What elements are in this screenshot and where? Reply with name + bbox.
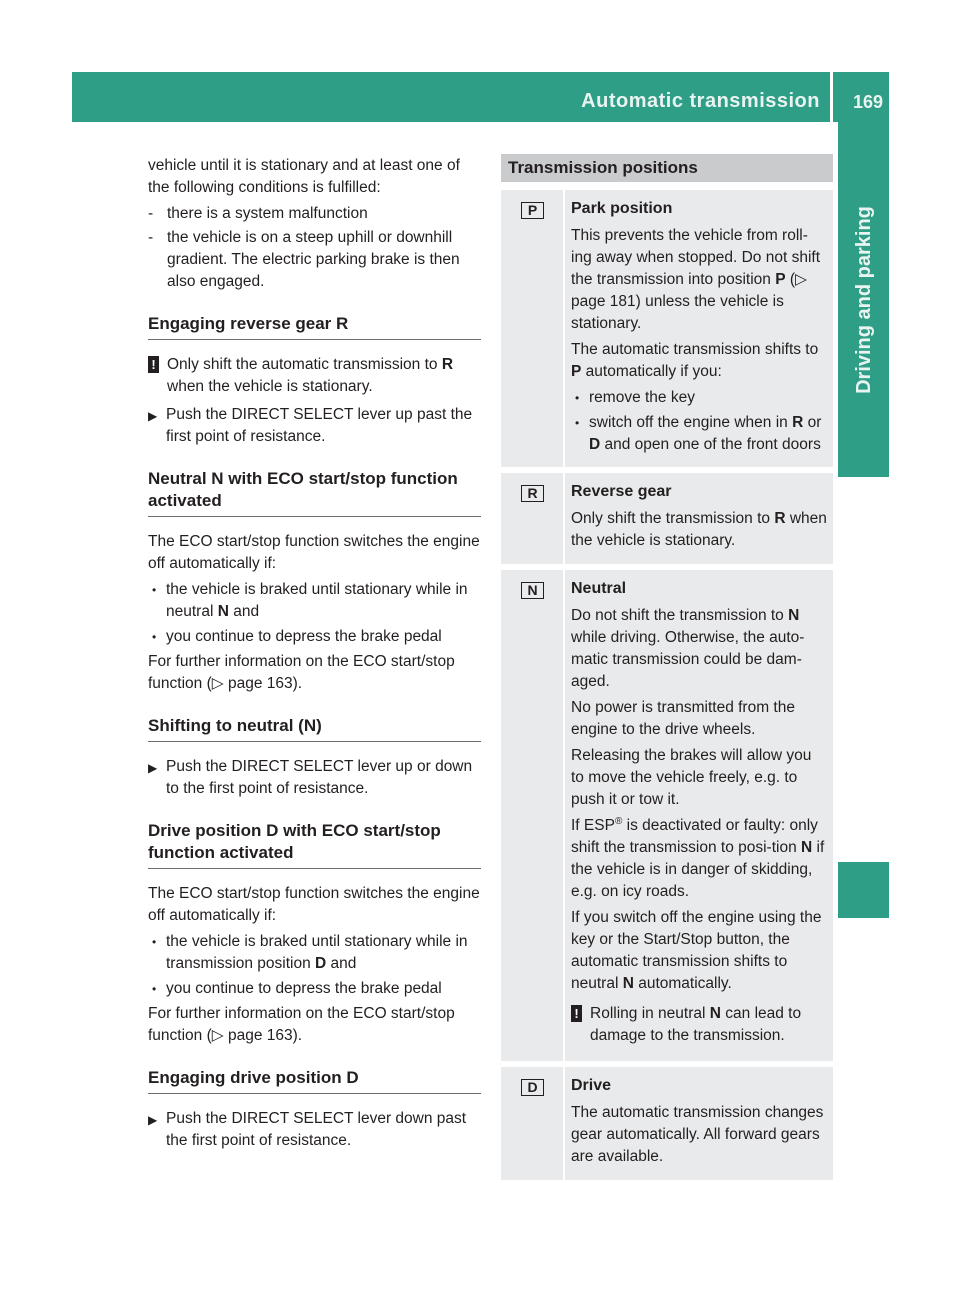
symbol-cell	[501, 473, 563, 564]
dash-marker: -	[148, 205, 154, 222]
bullet-text: switch off the engine when in R or D and open one of the front doors	[589, 414, 822, 453]
bullet-item	[148, 931, 481, 975]
dash-item	[148, 227, 481, 293]
transmission-table	[501, 154, 833, 1186]
description-cell	[565, 1067, 833, 1180]
paragraph: Only shift the transmission to R when the vehicle is stationary.	[571, 510, 827, 549]
instruction-step	[148, 1108, 481, 1152]
exclamation-icon: !	[148, 356, 159, 373]
dash-text: there is a system malfunction	[167, 205, 368, 222]
paragraph: Do not shift the transmission to N while driving. Otherwise, the auto-matic transmission could be dam-aged.	[571, 607, 805, 690]
dash-marker: -	[148, 229, 154, 246]
chapter-title: Automatic transmission	[581, 90, 820, 112]
row-title: Park position	[571, 200, 673, 217]
bullet-item	[148, 626, 481, 648]
section-heading: Drive position D with ECO start/stop function activated	[148, 820, 481, 869]
section-heading: Neutral N with ECO start/stop function activated	[148, 468, 481, 517]
section-heading: Shifting to neutral (N)	[148, 715, 481, 742]
section-heading: Engaging reverse gear R	[148, 313, 481, 340]
bullet-item	[571, 387, 827, 409]
table-heading: Transmission positions	[501, 154, 833, 182]
header-divider	[830, 72, 833, 122]
side-marker-block	[838, 862, 889, 918]
table-row-reverse	[501, 473, 833, 564]
step-text: Push the DIRECT SELECT lever down past the first point of resistance.	[166, 1110, 467, 1149]
bullet-icon: •	[152, 630, 157, 644]
bullet-item	[571, 412, 827, 456]
step-arrow-icon: ▶	[148, 761, 158, 775]
row-title: Neutral	[571, 580, 627, 597]
side-tab-label: Driving and parking	[852, 205, 875, 394]
step-arrow-icon: ▶	[148, 1113, 158, 1127]
step-arrow-icon: ▶	[148, 409, 158, 423]
bullet-text: remove the key	[589, 389, 695, 406]
paragraph: The ECO start/stop function switches the engine off automatically if:	[148, 533, 480, 572]
gear-n-icon: N	[521, 582, 544, 599]
paragraph: For further information on the ECO start/stop function (▷ page 163).	[148, 653, 455, 692]
description-cell	[565, 570, 833, 1061]
warning-text: Rolling in neutral N can lead to damage to the transmission.	[590, 1005, 802, 1044]
symbol-cell	[501, 570, 563, 1061]
symbol-cell	[501, 190, 563, 467]
table-row-neutral	[501, 570, 833, 1061]
row-title: Drive	[571, 1077, 612, 1094]
warning-note	[148, 354, 481, 398]
page-number: 169	[852, 92, 883, 112]
bullet-text: the vehicle is braked until stationary while in neutral N and	[166, 581, 468, 620]
bullet-text: you continue to depress the brake pedal	[166, 980, 442, 997]
row-title: Reverse gear	[571, 483, 672, 500]
instruction-step	[148, 756, 481, 800]
step-text: Push the DIRECT SELECT lever up past the first point of resistance.	[166, 406, 473, 445]
paragraph: This prevents the vehicle from roll-ing away when stopped. Do not shift the transmission into position P (▷ page 181) unless the vehicle is stationary.	[571, 227, 821, 332]
paragraph: Releasing the brakes will allow you to move the vehicle freely, e.g. to push it or tow it.	[571, 747, 812, 808]
bullet-icon: •	[152, 935, 157, 949]
instruction-step	[148, 404, 481, 448]
bullet-icon: •	[575, 391, 580, 405]
dash-text: the vehicle is on a steep uphill or downhill gradient. The electric parking brake is then also engaged.	[167, 229, 460, 290]
step-text: Push the DIRECT SELECT lever up or down to the first point of resistance.	[166, 758, 473, 797]
paragraph: For further information on the ECO start/stop function (▷ page 163).	[148, 1005, 455, 1044]
description-cell	[565, 190, 833, 467]
bullet-icon: •	[575, 416, 580, 430]
left-column	[148, 155, 481, 1156]
paragraph: The automatic transmission changes gear automatically. All forward gears are available.	[571, 1104, 824, 1165]
page-header	[72, 72, 889, 122]
paragraph: If you switch off the engine using the key or the Start/Stop button, the automatic transmission shifts to neutral N automatically.	[571, 909, 822, 992]
bullet-text: the vehicle is braked until stationary while in transmission position D and	[166, 933, 468, 972]
exclamation-icon: !	[571, 1005, 582, 1022]
side-tab-label-wrap	[838, 122, 889, 477]
table-row-park	[501, 190, 833, 467]
bullet-text: you continue to depress the brake pedal	[166, 628, 442, 645]
warning-note	[571, 1003, 827, 1047]
intro-text: vehicle until it is stationary and at least one of the following conditions is fulfilled:	[148, 157, 460, 196]
gear-d-icon: D	[521, 1079, 544, 1096]
warning-text: Only shift the automatic transmission to R when the vehicle is stationary.	[167, 356, 454, 395]
gear-r-icon: R	[521, 485, 544, 502]
dash-item	[148, 203, 481, 225]
bullet-icon: •	[152, 583, 157, 597]
gear-p-icon: P	[521, 202, 544, 219]
table-row-drive	[501, 1067, 833, 1180]
paragraph: The ECO start/stop function switches the engine off automatically if:	[148, 885, 480, 924]
paragraph: If ESP® is deactivated or faulty: only shift the transmission to posi-tion N if the vehicle is in danger of skidding, e.g. on icy roads.	[571, 815, 825, 900]
paragraph: No power is transmitted from the engine to the drive wheels.	[571, 699, 795, 738]
bullet-item	[148, 978, 481, 1000]
description-cell	[565, 473, 833, 564]
bullet-icon: •	[152, 982, 157, 996]
paragraph: The automatic transmission shifts to P automatically if you:	[571, 341, 819, 380]
bullet-item	[148, 579, 481, 623]
section-heading: Engaging drive position D	[148, 1067, 481, 1094]
symbol-cell	[501, 1067, 563, 1180]
